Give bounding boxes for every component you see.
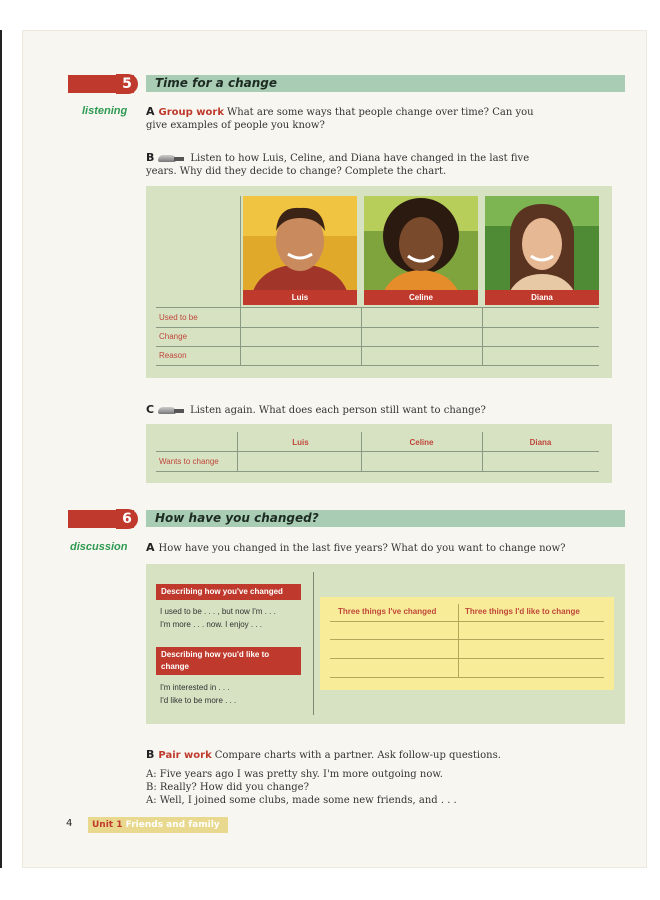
photo-luis <box>243 196 357 291</box>
chart-grid-vline <box>361 432 362 472</box>
panel-divider <box>313 572 314 715</box>
photo-celine <box>364 196 478 291</box>
section-title: Time for a change <box>155 76 277 90</box>
section-title: How have you changed? <box>155 511 319 525</box>
exercise-text: Listen to how Luis, Celine, and Diana have changed in the last five years. Why did they decide to change? Complete the chart. <box>146 153 530 177</box>
row-label-used-to-be: Used to be <box>159 313 198 322</box>
exercise-letter: B <box>146 151 155 164</box>
chart-grid-vline <box>237 432 238 472</box>
side-label-discussion: discussion <box>70 541 128 553</box>
chart-grid-line <box>156 346 599 347</box>
chart-grid-line <box>156 471 599 472</box>
chart-grid-line <box>156 307 599 308</box>
phrase-example: I'm more . . . now. I enjoy . . . <box>160 620 263 629</box>
photo-diana <box>485 196 599 291</box>
page-number: 4 <box>66 818 73 829</box>
exercise-text: What are some ways that people change over time? Can you give examples of people you know? <box>146 107 534 131</box>
exercise-b <box>146 748 606 762</box>
exercise-text: Listen again. What does each person still want to change? <box>190 405 486 416</box>
section-number-block <box>68 510 134 528</box>
column-header-luis: Luis <box>292 438 309 447</box>
unit-footer-tab <box>88 817 228 833</box>
chart-grid-vline <box>458 604 459 678</box>
exercise-text: How have you changed in the last five years? What do you want to change now? <box>158 543 566 554</box>
exercise-letter: A <box>146 105 155 118</box>
exercise-b <box>146 151 556 178</box>
row-label-reason: Reason <box>159 351 187 360</box>
section-number: 6 <box>116 509 138 529</box>
exercise-text: Compare charts with a partner. Ask follow-up questions. <box>214 750 501 761</box>
portrait-image <box>364 196 478 291</box>
section-title-bar <box>146 510 625 527</box>
audio-cd-icon[interactable] <box>158 406 184 415</box>
chart-grid-vline <box>361 307 362 366</box>
activity-label: Pair work <box>158 750 212 761</box>
dialogue-line: A: Well, I joined some clubs, made some new friends, and . . . <box>146 795 457 806</box>
phrase-box-title: Describing how you've changed <box>156 584 301 600</box>
phrase-example: I'd like to be more . . . <box>160 696 237 705</box>
dialogue-line: A: Five years ago I was pretty shy. I'm more outgoing now. <box>146 769 443 780</box>
chart-column-header: Three things I'd like to change <box>465 607 580 616</box>
section-number-block <box>68 75 134 93</box>
chart-grid-line <box>330 677 604 678</box>
portrait-image <box>243 196 357 291</box>
side-label-listening: listening <box>82 105 128 117</box>
column-header-celine: Celine <box>409 438 434 447</box>
dialogue-line: B: Really? How did you change? <box>146 782 309 793</box>
exercise-letter: B <box>146 748 155 761</box>
exercise-letter: C <box>146 403 155 416</box>
row-label-wants-to-change: Wants to change <box>159 457 219 466</box>
activity-label: Group work <box>158 107 224 118</box>
chart-grid-vline <box>482 307 483 366</box>
exercise-a <box>146 541 606 555</box>
audio-cd-icon[interactable] <box>158 154 184 163</box>
exercise-a <box>146 105 556 132</box>
section-title-bar <box>146 75 625 92</box>
chart-grid-line <box>330 658 604 659</box>
chart-column-header: Three things I've changed <box>338 607 437 616</box>
portrait-image <box>485 196 599 291</box>
phrase-example: I'm interested in . . . <box>160 683 230 692</box>
chart-grid-line <box>156 451 599 452</box>
unit-number: Unit 1 <box>92 820 123 830</box>
book-spine-shadow <box>0 30 2 868</box>
phrase-box-title: Describing how you'd like to change <box>156 647 301 675</box>
chart-grid-line <box>330 621 604 622</box>
chart-grid-line <box>330 639 604 640</box>
chart-grid-line <box>156 327 599 328</box>
chart-grid-vline <box>482 432 483 472</box>
name-label-luis: Luis <box>243 290 357 305</box>
name-label-diana: Diana <box>485 290 599 305</box>
name-label-celine: Celine <box>364 290 478 305</box>
section-number: 5 <box>116 74 138 94</box>
row-label-change: Change <box>159 332 188 341</box>
exercise-c <box>146 403 576 417</box>
chart-grid-line <box>156 365 599 366</box>
exercise-letter: A <box>146 541 155 554</box>
chart-grid-vline <box>240 196 241 366</box>
phrase-example: I used to be . . . , but now I'm . . . <box>160 607 276 616</box>
column-header-diana: Diana <box>529 438 552 447</box>
unit-title: Friends and family <box>125 820 220 830</box>
listening-chart-c-panel <box>146 424 612 483</box>
